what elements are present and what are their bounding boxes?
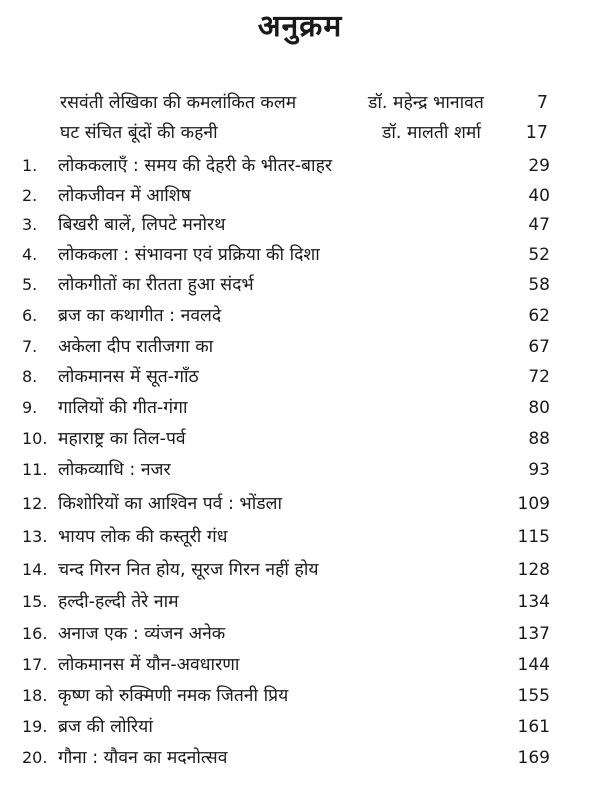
toc-entry [0,302,600,330]
entry-page-number: 67 [528,337,550,357]
entry-title: ब्रज की लोरियां [58,717,153,737]
entry-number: 13. [22,527,48,546]
entry-page-number: 29 [528,156,550,176]
toc-entry [0,713,600,741]
foreword-author: डॉ. महेन्द्र भानावत [368,93,484,113]
entry-number: 5. [22,275,38,294]
page-title: अनुक्रम [257,9,343,44]
entry-page-number: 169 [517,748,550,768]
entry-number: 11. [22,460,48,479]
entry-page-number: 93 [528,460,550,480]
entry-title: भायप लोक की कस्तूरी गंध [58,527,228,547]
toc-entry [0,556,600,584]
entry-title: अनाज एक : व्यंजन अनेक [58,624,226,644]
entry-number: 3. [22,215,38,234]
entry-title: अकेला दीप रातीजगा का [58,337,214,357]
entry-page-number: 115 [517,527,550,547]
toc-entry [0,425,600,453]
entry-page-number: 58 [528,275,550,295]
toc-entry [0,152,600,180]
entry-number: 15. [22,592,48,611]
entry-page-number: 134 [517,592,550,612]
entry-title: लोकमानस में सूत-गाँठ [58,367,199,387]
entry-page-number: 80 [528,398,550,418]
toc-entry [0,744,600,772]
entry-page-number: 137 [517,624,550,644]
entry-number: 12. [22,494,48,513]
entry-number: 20. [22,748,48,767]
entry-title: लोकव्याधि : नजर [58,460,171,480]
entry-title: चन्द गिरन नित होय, सूरज गिरन नहीं होय [58,560,319,580]
toc-entry [0,333,600,361]
entry-number: 16. [22,624,48,643]
entry-number: 2. [22,186,38,205]
entry-number: 14. [22,560,48,579]
entry-number: 7. [22,337,38,356]
entry-number: 10. [22,429,48,448]
entry-title: लोकगीतों का रीतता हुआ संदर्भ [58,275,254,295]
entry-number: 17. [22,655,48,674]
entry-page-number: 109 [517,494,550,514]
entry-title: लोकजीवन में आशिष [58,186,191,206]
entry-title: कृष्ण को रुक्मिणी नमक जितनी प्रिय [58,686,289,706]
entry-number: 19. [22,717,48,736]
entry-title: गौना : यौवन का मदनोत्सव [58,748,228,768]
entry-page-number: 40 [528,186,550,206]
toc-entry [0,523,600,551]
entry-title: लोकमानस में यौन-अवधारणा [58,655,240,675]
entry-page-number: 144 [517,655,550,675]
entry-title: महाराष्ट्र का तिल-पर्व [58,429,186,449]
foreword-author: डॉ. मालती शर्मा [382,123,481,143]
entry-page-number: 155 [517,686,550,706]
entry-number: 18. [22,686,48,705]
toc-entry [0,271,600,299]
entry-title: गालियों की गीत-गंगा [58,398,188,418]
entry-page-number: 128 [517,560,550,580]
entry-number: 9. [22,398,38,417]
entry-page-number: 72 [528,367,550,387]
toc-entry [0,363,600,391]
entry-page-number: 62 [528,306,550,326]
entry-number: 8. [22,367,38,386]
foreword-page-number: 7 [536,93,548,113]
entry-title: बिखरी बालें, लिपटे मनोरथ [58,215,226,235]
toc-entry [0,588,600,616]
entry-title: लोककला : संभावना एवं प्रक्रिया की दिशा [58,245,320,265]
entry-page-number: 47 [528,215,550,235]
entry-page-number: 88 [528,429,550,449]
entry-page-number: 52 [528,245,550,265]
toc-entry [0,456,600,484]
entry-number: 1. [22,156,38,175]
toc-entry [0,394,600,422]
entry-number: 4. [22,245,38,264]
entry-title: ब्रज का कथागीत : नवलदे [58,306,222,326]
toc-entry [0,241,600,269]
toc-entry [0,620,600,648]
foreword-title: घट संचित बूंदों की कहनी [60,123,218,143]
toc-entry [0,490,600,518]
toc-entry [0,651,600,679]
entry-title: हल्दी-हल्दी तेरे नाम [58,592,179,612]
entry-page-number: 161 [517,717,550,737]
toc-entry [0,211,600,239]
toc-entry [0,682,600,710]
toc-entry [0,182,600,210]
entry-title: किशोरियों का आश्विन पर्व : भोंडला [58,494,283,514]
entry-number: 6. [22,306,38,325]
foreword-title: रसवंती लेखिका की कमलांकित कलम [60,93,297,113]
foreword-page-number: 17 [525,123,548,143]
entry-title: लोककलाएँ : समय की देहरी के भीतर-बाहर [58,156,333,176]
